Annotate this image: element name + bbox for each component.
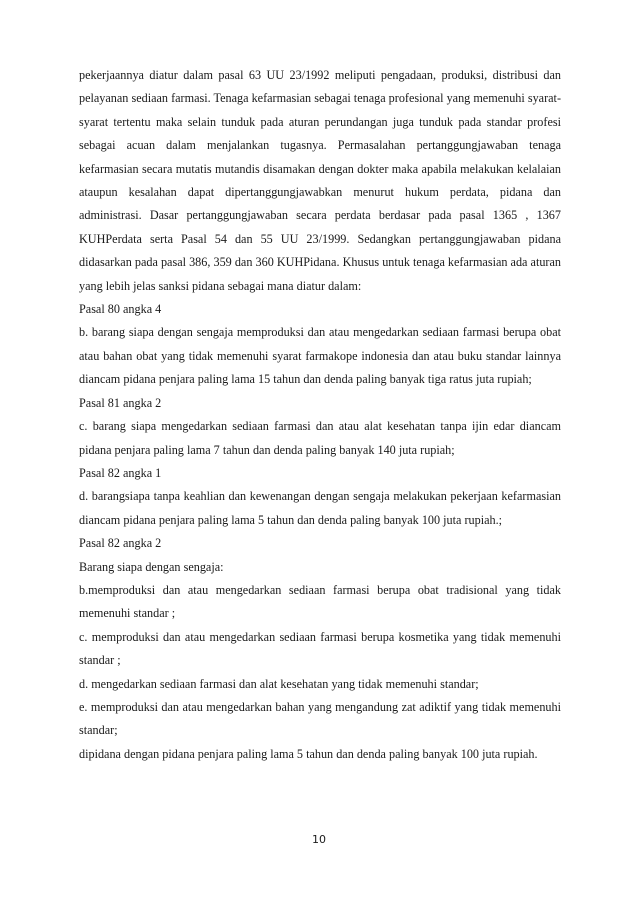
- clause-c-pasal-81: c. barang siapa mengedarkan sediaan farmasi dan atau alat kesehatan tanpa ijin edar diancam pidana penjara paling lama 7 tahun dan denda paling banyak 140 juta rupiah;: [79, 419, 561, 457]
- page-body: [79, 64, 561, 766]
- clause-e-zat-adiktif: e. memproduksi dan atau mengedarkan bahan yang mengandung zat adiktif yang tidak memenuhi standar;: [79, 699, 561, 738]
- sanction-statement: dipidana dengan pidana penjara paling lama 5 tahun dan denda paling banyak 100 juta rupiah.: [79, 746, 538, 761]
- heading-pasal-82-angka-2: Pasal 82 angka 2: [79, 536, 162, 551]
- clause-d-alat-kesehatan: d. mengedarkan sediaan farmasi dan alat kesehatan yang tidak memenuhi standar;: [79, 676, 479, 691]
- heading-pasal-81-angka-2: Pasal 81 angka 2: [79, 395, 162, 410]
- heading-pasal-82-angka-1: Pasal 82 angka 1: [79, 465, 162, 480]
- page-number: 10: [312, 833, 326, 846]
- clause-d-pasal-82: d. barangsiapa tanpa keahlian dan kewenangan dengan sengaja melakukan pekerjaan kefarmasian diancam pidana penjara paling lama 5 tahun dan denda paling banyak 100 juta rupiah.;: [79, 489, 561, 527]
- clause-c-kosmetika: c. memproduksi dan atau mengedarkan sediaan farmasi berupa kosmetika yang tidak memenuhi standar ;: [79, 629, 561, 668]
- heading-pasal-80-angka-4: Pasal 80 angka 4: [79, 302, 162, 317]
- paragraph-intro: pekerjaannya diatur dalam pasal 63 UU 23/1992 meliputi pengadaan, produksi, distribusi dan pelayanan sediaan farmasi. Tenaga kefarmasian sebagai tenaga profesional yang memenuhi syarat-syarat tertentu maka selain tunduk pada aturan perundangan juga tunduk pada standar profesi sebagai acuan dalam menjalankan tugasnya. Permasalahan pertanggungjawaban tenaga kefarmasian secara mutatis mutandis disamakan dengan dokter maka apabila melakukan kelalaian ataupun kesalahan dapat dipertanggungjawabkan menurut hukum perdata, pidana dan administrasi. Dasar pertanggungjawaban secara perdata berdasar pada pasal 1365 , 1367 KUHPerdata serta Pasal 54 dan 55 UU 23/1999. Sedangkan pertanggungjawaban pidana didasarkan pada pasal 386, 359 dan 360 KUHPidana. Khusus untuk tenaga kefarmasian ada aturan yang lebih jelas sanksi pidana sebagai mana diatur dalam:: [79, 68, 561, 293]
- clause-b-pasal-80: b. barang siapa dengan sengaja memproduksi dan atau mengedarkan sediaan farmasi berupa obat atau bahan obat yang tidak memenuhi syarat farmakope indonesia dan atau buku standar lainnya diancam pidana penjara paling lama 15 tahun dan denda paling banyak tiga ratus juta rupiah;: [79, 325, 561, 387]
- intro-barang-siapa: Barang siapa dengan sengaja:: [79, 559, 224, 574]
- clause-b-obat-tradisional: b.memproduksi dan atau mengedarkan sediaan farmasi berupa obat tradisional yang tidak memenuhi standar ;: [79, 582, 561, 621]
